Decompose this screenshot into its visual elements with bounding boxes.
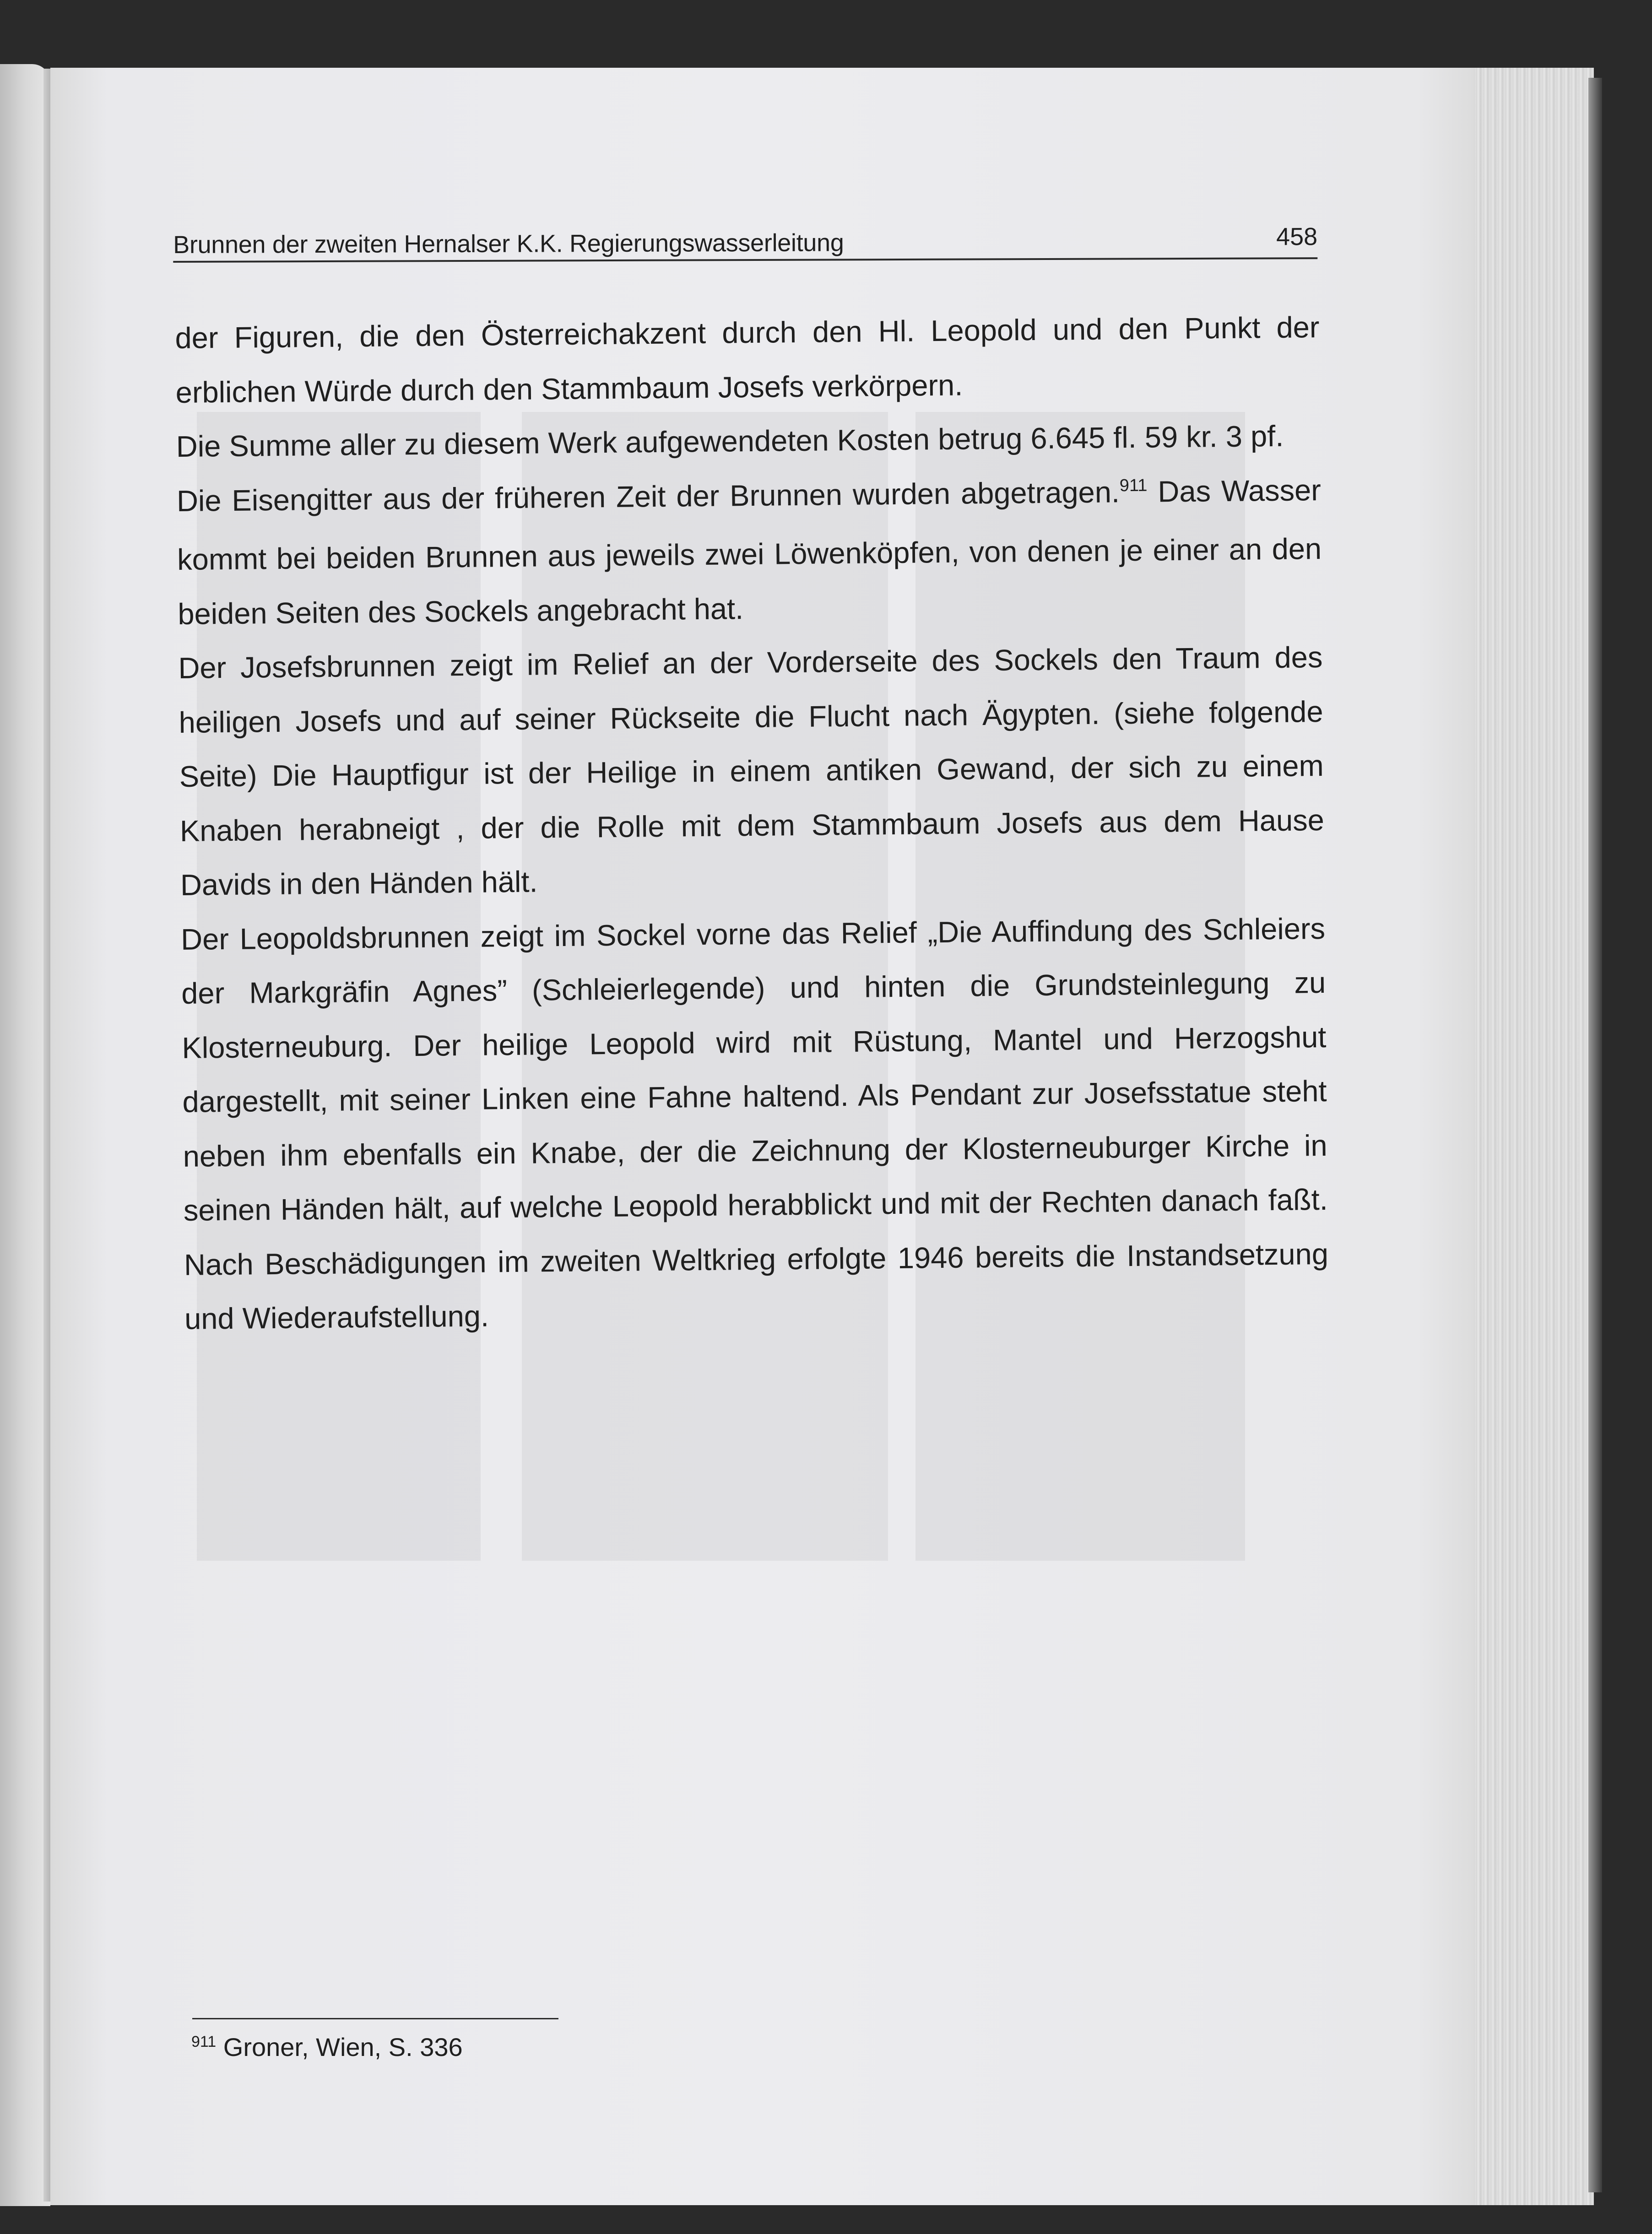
- paragraph: Der Leopoldsbrunnen zeigt im Sockel vorne das Relief „Die Auffindung des Schleiers der Markgräfin Agnes” (Schleierlegende) und hinten die Grundsteinlegung zu Klosterneuburg. Der heilige Leopold wird mit Rüstung, Mantel und Herzogshut dargestellt, mit seiner Linken eine Fahne haltend. Als Pendant zur Josefsstatue steht neben ihm ebenfalls ein Knabe, der die Zeichnung der Klosterneuburger Kirche in seinen Händen hält, auf welche Leopold herabblickt und mit der Rechten danach faßt. Nach Beschädigungen im zweiten Weltkrieg erfolgte 1946 bereits die Instandsetzung und Wiederaufstellung.: [180, 911, 1329, 1336]
- footnote-text: Groner, Wien, S. 336: [216, 2033, 463, 2061]
- paragraph: Der Josefsbrunnen zeigt im Relief an der Vorderseite des Sockels den Traum des heiligen Josefs und auf seiner Rückseite die Flucht nach Ägypten. (siehe folgende Seite) Die Hauptfigur ist der Heilige in einem antiken Gewand, der sich zu einem Knaben herabneigt , der die Rolle mit dem Stammbaum Josefs aus dem Hause Davids in den Händen hält.: [178, 640, 1325, 902]
- body-text: [175, 300, 1329, 1346]
- paragraph: [176, 463, 1322, 641]
- paragraph-text: Das Wasser kommt bei beiden Brunnen aus jeweils zwei Löwenköpfen, von denen je einer an den beiden Seiten des Sockels angebracht hat.: [177, 473, 1322, 631]
- page-block-edge: [1460, 68, 1594, 2205]
- page-number: 458: [1276, 223, 1318, 251]
- footnote-reference: 911: [1119, 476, 1148, 495]
- footnote-number: 911: [191, 2033, 217, 2050]
- paragraph: der Figuren, die den Österreichakzent durch den Hl. Leopold und den Punkt der erblichen Würde durch den Stammbaum Josefs verkörpern.: [175, 310, 1320, 409]
- footnote: [191, 2032, 463, 2062]
- page-block-shadow: [1588, 78, 1602, 2192]
- paragraph-text: Die Eisengitter aus der früheren Zeit der Brunnen wurden abgetragen.: [176, 475, 1120, 518]
- running-header-title: Brunnen der zweiten Hernalser K.K. Regierungswasserleitung: [173, 229, 844, 259]
- left-page-edge: [0, 64, 50, 2206]
- running-header: [173, 216, 1317, 263]
- footnote-divider: [192, 2018, 558, 2019]
- paragraph: Die Summe aller zu diesem Werk aufgewendeten Kosten betrug 6.645 fl. 59 kr. 3 pf.: [176, 419, 1284, 463]
